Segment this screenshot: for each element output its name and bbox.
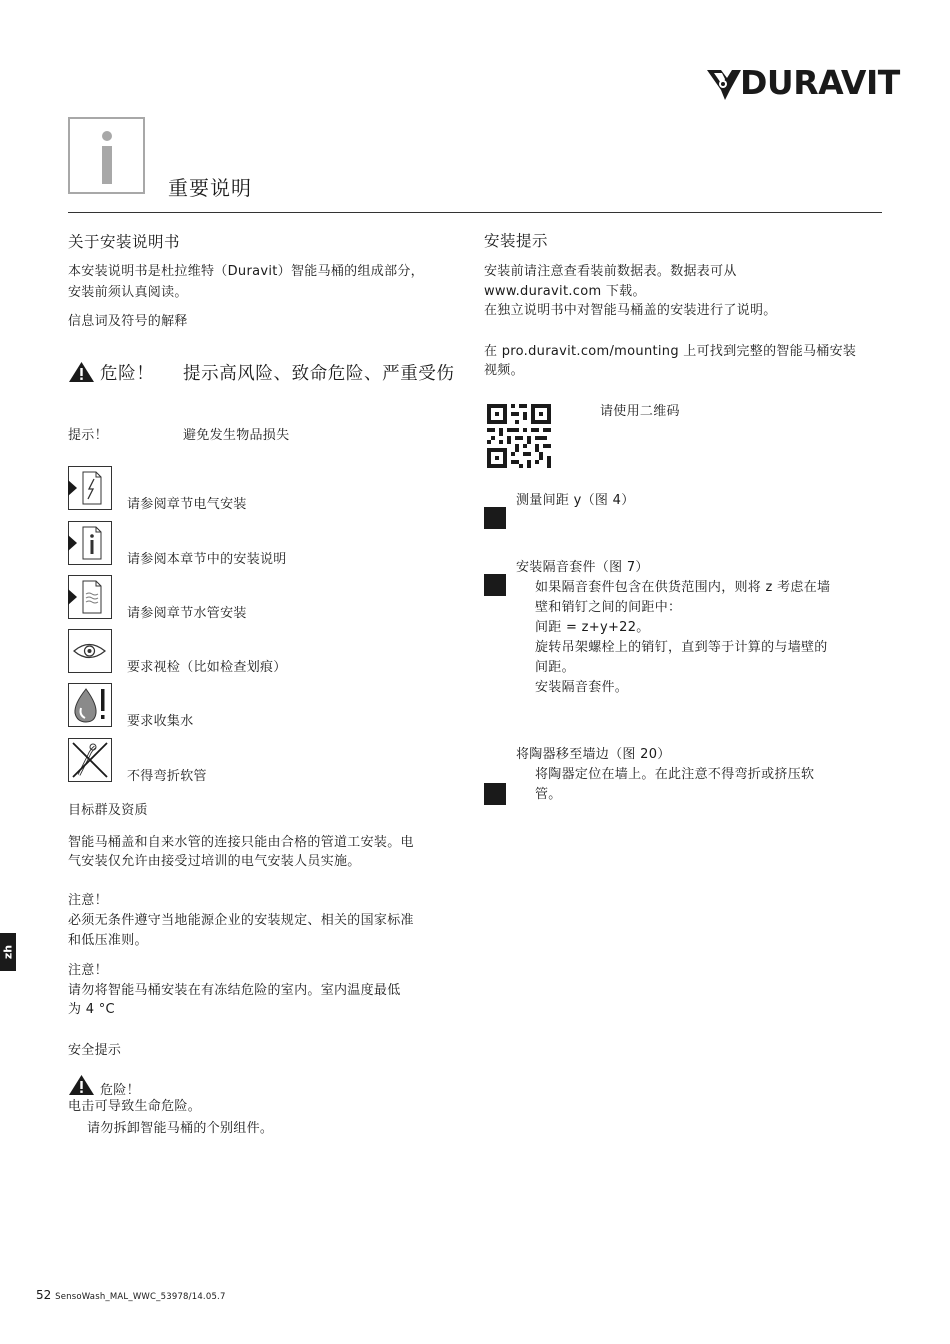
target-heading: 目标群及资质 — [68, 803, 148, 818]
step2-text-line1: 如果隔音套件包含在供货范围内，则将 z 考虑在墙 — [535, 580, 831, 595]
symbol-text-eye: 要求视检（比如检查划痕） — [127, 660, 287, 675]
symbol-text-electrical: 请参阅章节电气安装 — [127, 497, 247, 512]
about-text-line2: 安装前须认真阅读。 — [68, 285, 188, 300]
symbol-text-water-collect: 要求收集水 — [127, 714, 194, 729]
qr-code[interactable] — [487, 404, 551, 468]
tips-text-line2: www.duravit.com 下载。 — [484, 284, 646, 299]
hint-label: 提示！ — [68, 428, 108, 443]
step2-marker — [484, 574, 506, 596]
step3-marker — [484, 783, 506, 805]
step3-text-line1: 将陶器定位在墙上。在此注意不得弯折或挤压软 — [535, 767, 815, 782]
no-bend-hose-icon — [68, 738, 112, 782]
danger-label: 危险！ — [100, 364, 155, 384]
about-heading: 关于安装说明书 — [68, 233, 181, 251]
video-text-line2: 视频。 — [484, 363, 524, 378]
note2-text-line1: 请勿将智能马桶安装在有冻结危险的室内。室内温度最低 — [68, 983, 401, 998]
language-tab — [0, 933, 16, 971]
install-tips-heading: 安装提示 — [484, 232, 549, 250]
note1-text-line2: 和低压准则。 — [68, 933, 148, 948]
page-title: 重要说明 — [168, 176, 252, 200]
note2-text-line2: 为 4 °C — [68, 1002, 115, 1017]
step3-title: 将陶器移至墙边（图 20） — [516, 747, 671, 762]
step1-marker — [484, 507, 506, 529]
hint-description: 避免发生物品损失 — [183, 428, 290, 443]
eye-icon — [68, 629, 112, 673]
header-divider — [68, 212, 882, 213]
info-icon — [68, 521, 112, 565]
warning-triangle-icon — [68, 361, 95, 383]
target-text-line2: 气安装仅允许由接受过培训的电气安装人员实施。 — [68, 854, 361, 869]
electrical-icon — [68, 466, 112, 510]
step2-text-line5: 间距。 — [535, 660, 575, 675]
safety-text-line1: 电击可导致生命危险。 — [68, 1099, 202, 1114]
note2-label: 注意！ — [68, 963, 108, 978]
step2-text-line2: 壁和销钉之间的间距中： — [535, 600, 682, 615]
step2-text-line3: 间距 = z+y+22。 — [535, 620, 650, 635]
duravit-logo — [706, 62, 900, 104]
symbol-text-water-pipe: 请参阅章节水管安装 — [127, 606, 247, 621]
danger-description: 提示高风险、致命危险、严重受伤 — [183, 364, 455, 384]
safety-heading: 安全提示 — [68, 1043, 122, 1058]
language-tab-label: zh — [1, 944, 15, 960]
step2-text-line6: 安装隔音套件。 — [535, 680, 629, 695]
page-footer — [36, 1287, 226, 1305]
duravit-swan-icon — [706, 62, 742, 104]
step3-text-line2: 管。 — [535, 787, 562, 802]
tips-text-line1: 安装前请注意查看装前数据表。数据表可从 — [484, 264, 737, 279]
qr-instruction: 请使用二维码 — [600, 404, 680, 419]
safety-warning-triangle-icon — [68, 1074, 95, 1096]
video-text-line1: 在 pro.duravit.com/mounting 上可找到完整的智能马桶安装 — [484, 344, 857, 359]
note1-text-line1: 必须无条件遵守当地能源企业的安装规定、相关的国家标准 — [68, 913, 414, 928]
doc-code: SensoWash_MAL_WWC_53978/14.05.7 — [55, 1292, 226, 1302]
symbol-text-no-bend-hose: 不得弯折软管 — [127, 769, 207, 784]
step1-title: 测量间距 y（图 4） — [516, 493, 635, 508]
tips-text-line3: 在独立说明书中对智能马桶盖的安装进行了说明。 — [484, 303, 777, 318]
symbol-text-info: 请参阅本章节中的安装说明 — [127, 552, 287, 567]
note1-label: 注意！ — [68, 893, 108, 908]
logo-wordmark: DURAVIT — [740, 63, 900, 102]
page-number: 52 — [36, 1288, 52, 1302]
info-icon-large — [68, 117, 145, 194]
symbols-heading: 信息词及符号的解释 — [68, 314, 188, 329]
target-text-line1: 智能马桶盖和自来水管的连接只能由合格的管道工安装。电 — [68, 835, 414, 850]
water-pipe-icon — [68, 575, 112, 619]
step2-title: 安装隔音套件（图 7） — [516, 560, 649, 575]
safety-danger-label: 危险！ — [100, 1083, 140, 1098]
water-collect-icon — [68, 683, 112, 727]
safety-text-line2: 请勿拆卸智能马桶的个别组件。 — [87, 1121, 274, 1136]
about-text-line1: 本安装说明书是杜拉维特（Duravit）智能马桶的组成部分， — [68, 264, 424, 279]
step2-text-line4: 旋转吊架螺栓上的销钉，直到等于计算的与墙壁的 — [535, 640, 828, 655]
